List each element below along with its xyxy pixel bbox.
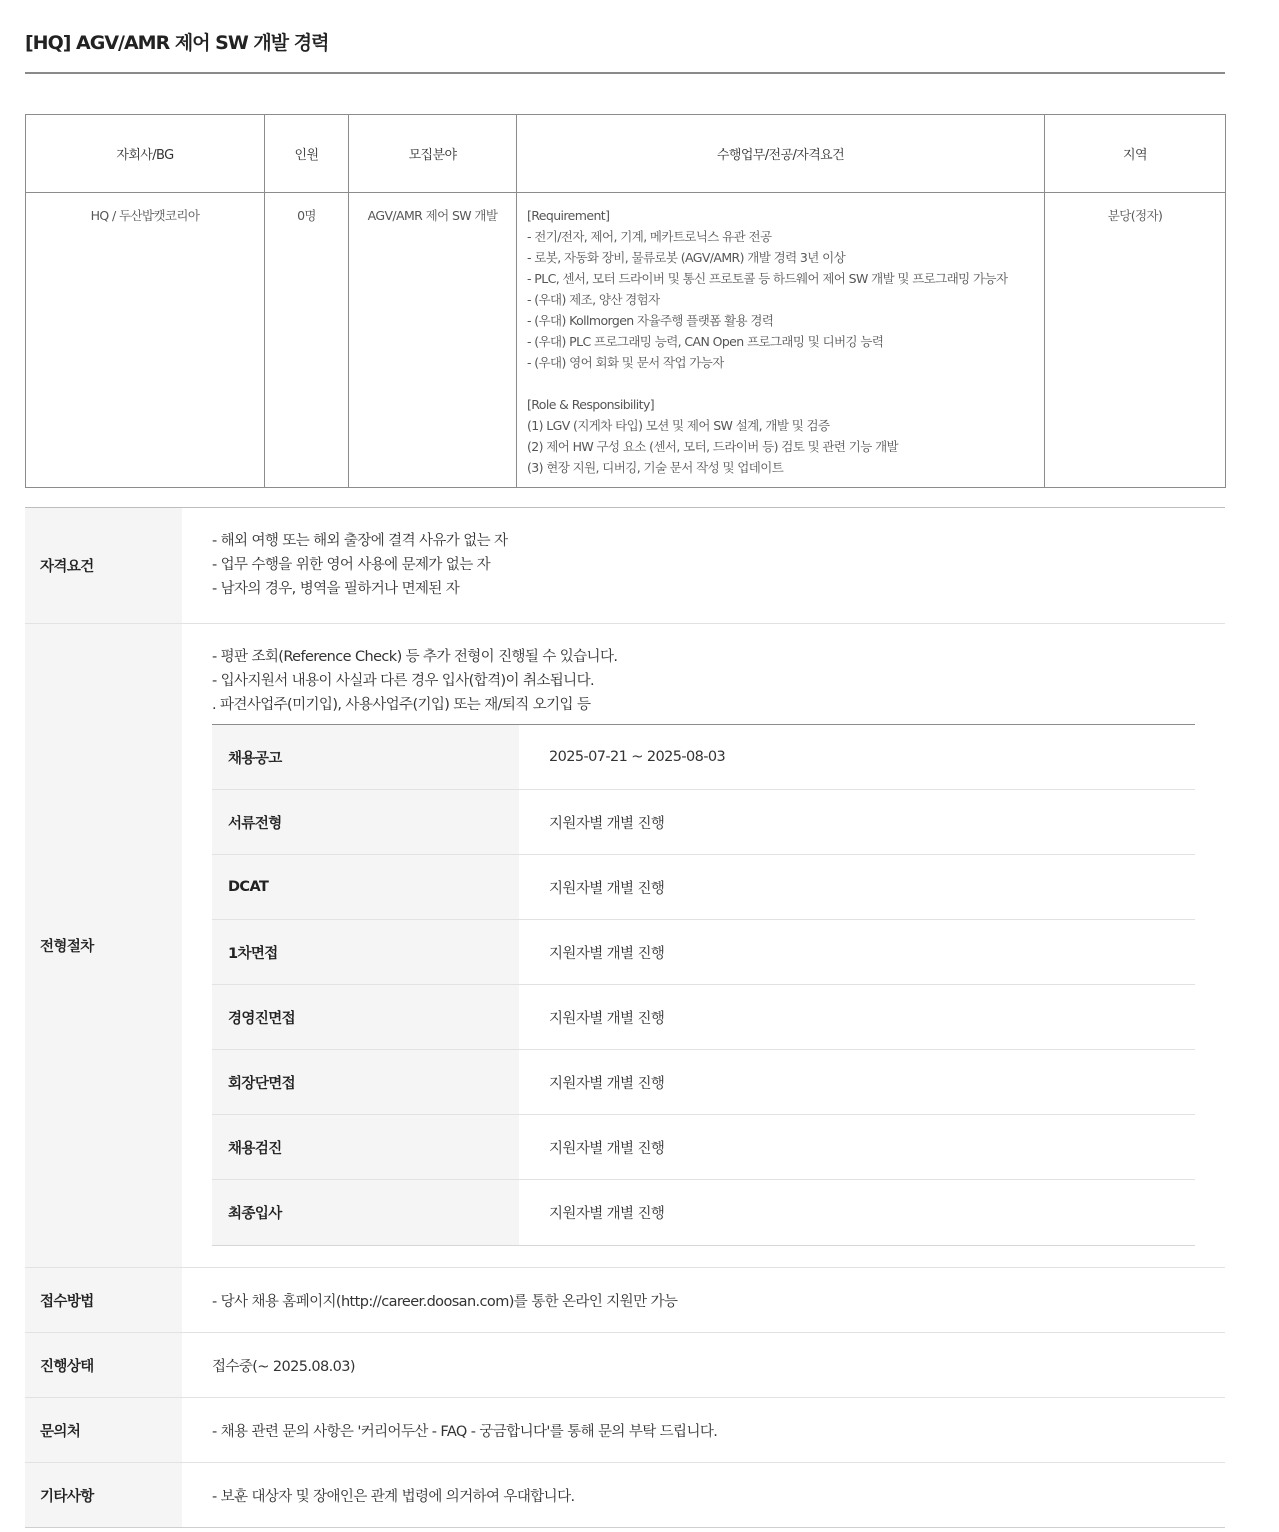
role-title: [Role & Responsibility]: [527, 397, 655, 412]
posting-details: [25, 507, 1225, 1528]
role-item: (1) LGV (지게차 타입) 모션 및 제어 SW 설계, 개발 및 검증: [527, 418, 830, 433]
header-field: 모집분야: [349, 115, 517, 193]
process-section: [25, 624, 1225, 1268]
cell-location: 분당(정자): [1045, 193, 1226, 488]
step-name: 회장단면접: [212, 1050, 519, 1114]
process-steps-table: [212, 724, 1195, 1246]
step-name: DCAT: [212, 855, 519, 919]
table-header-row: [26, 115, 1226, 193]
step-name: 채용검진: [212, 1115, 519, 1179]
cell-affiliate: HQ / 두산밥캣코리아: [26, 193, 265, 488]
application-text: - 당사 채용 홈페이지(http://career.doosan.com)를 통한 온라인 지원만 가능: [212, 1293, 678, 1310]
header-location: 지역: [1045, 115, 1226, 193]
contact-label: 문의처: [25, 1398, 182, 1462]
requirement-item: - PLC, 센서, 모터 드라이버 및 통신 프로토콜 등 하드웨어 제어 SW 개발 및 프로그래밍 가능자: [527, 271, 1008, 286]
table-row: [26, 193, 1226, 488]
spacer: [527, 373, 1036, 394]
process-step-row: [212, 1050, 1195, 1115]
step-name: 1차면접: [212, 920, 519, 984]
title-divider: [25, 72, 1225, 74]
process-step-row: [212, 855, 1195, 920]
cell-field: AGV/AMR 제어 SW 개발: [349, 193, 517, 488]
step-name: 채용공고: [212, 725, 519, 789]
process-step-row: [212, 985, 1195, 1050]
process-step-row: [212, 725, 1195, 790]
job-summary-table: [25, 114, 1226, 488]
header-affiliate: 자회사/BG: [26, 115, 265, 193]
etc-label: 기타사항: [25, 1463, 182, 1527]
process-step-row: [212, 790, 1195, 855]
role-item: (3) 현장 지원, 디버깅, 기술 문서 작성 및 업데이트: [527, 460, 784, 475]
step-value: 2025-07-21 ~ 2025-08-03: [549, 749, 726, 765]
step-value: 지원자별 개별 진행: [549, 1075, 665, 1092]
step-value: 지원자별 개별 진행: [549, 1140, 665, 1157]
step-name: 최종입사: [212, 1180, 519, 1245]
step-name: 경영진면접: [212, 985, 519, 1049]
contact-text: - 채용 관련 문의 사항은 '커리어두산 - FAQ - 궁금합니다'를 통해 문의 부탁 드립니다.: [212, 1423, 718, 1440]
cell-headcount: 0명: [265, 193, 349, 488]
qualification-item: - 해외 여행 또는 해외 출장에 결격 사유가 없는 자: [212, 533, 508, 549]
qualification-item: - 업무 수행을 위한 영어 사용에 문제가 없는 자: [212, 557, 491, 573]
role-item: (2) 제어 HW 구성 요소 (센서, 모터, 드라이버 등) 검토 및 관련 기능 개발: [527, 439, 899, 454]
requirement-item: - (우대) PLC 프로그래밍 능력, CAN Open 프로그래밍 및 디버깅 능력: [527, 334, 884, 349]
status-section: [25, 1333, 1225, 1398]
requirement-item: - (우대) Kollmorgen 자율주행 플랫폼 활용 경력: [527, 313, 774, 328]
step-value: 지원자별 개별 진행: [549, 1206, 665, 1222]
requirement-item: - 로봇, 자동화 장비, 물류로봇 (AGV/AMR) 개발 경력 3년 이상: [527, 250, 846, 265]
qualifications-section: [25, 508, 1225, 624]
process-note: - 입사지원서 내용이 사실과 다른 경우 입사(합격)이 취소됩니다.: [212, 673, 594, 689]
application-label: 접수방법: [25, 1268, 182, 1332]
requirement-item: - 전기/전자, 제어, 기계, 메카트로닉스 유관 전공: [527, 229, 772, 244]
header-duties: 수행업무/전공/자격요건: [517, 115, 1045, 193]
requirement-item: - (우대) 영어 회화 및 문서 작업 가능자: [527, 355, 724, 370]
process-note: - 평판 조회(Reference Check) 등 추가 전형이 진행될 수 있습니다.: [212, 649, 618, 665]
contact-section: [25, 1398, 1225, 1463]
cell-duties: [517, 193, 1045, 488]
process-step-row: [212, 1115, 1195, 1180]
application-section: [25, 1268, 1225, 1333]
process-body: [182, 624, 1225, 1267]
step-name: 서류전형: [212, 790, 519, 854]
step-value: 지원자별 개별 진행: [549, 1010, 665, 1027]
process-label: 전형절차: [25, 624, 182, 1267]
process-step-row: [212, 1180, 1195, 1245]
qualifications-label: 자격요건: [25, 508, 182, 623]
process-step-row: [212, 920, 1195, 985]
page-title: [HQ] AGV/AMR 제어 SW 개발 경력: [25, 32, 329, 54]
requirement-item: - (우대) 제조, 양산 경험자: [527, 292, 660, 307]
qualifications-body: [182, 508, 1225, 623]
requirement-title: [Requirement]: [527, 208, 610, 223]
step-value: 지원자별 개별 진행: [549, 815, 665, 832]
step-value: 지원자별 개별 진행: [549, 880, 665, 897]
process-note: . 파견사업주(미기입), 사용사업주(기입) 또는 재/퇴직 오기입 등: [212, 697, 591, 713]
header-headcount: 인원: [265, 115, 349, 193]
step-value: 지원자별 개별 진행: [549, 945, 665, 962]
status-label: 진행상태: [25, 1333, 182, 1397]
status-text: 접수중(~ 2025.08.03): [212, 1358, 355, 1375]
etc-section: [25, 1463, 1225, 1528]
etc-text: - 보훈 대상자 및 장애인은 관계 법령에 의거하여 우대합니다.: [212, 1488, 575, 1505]
qualification-item: - 남자의 경우, 병역을 필하거나 면제된 자: [212, 581, 460, 597]
